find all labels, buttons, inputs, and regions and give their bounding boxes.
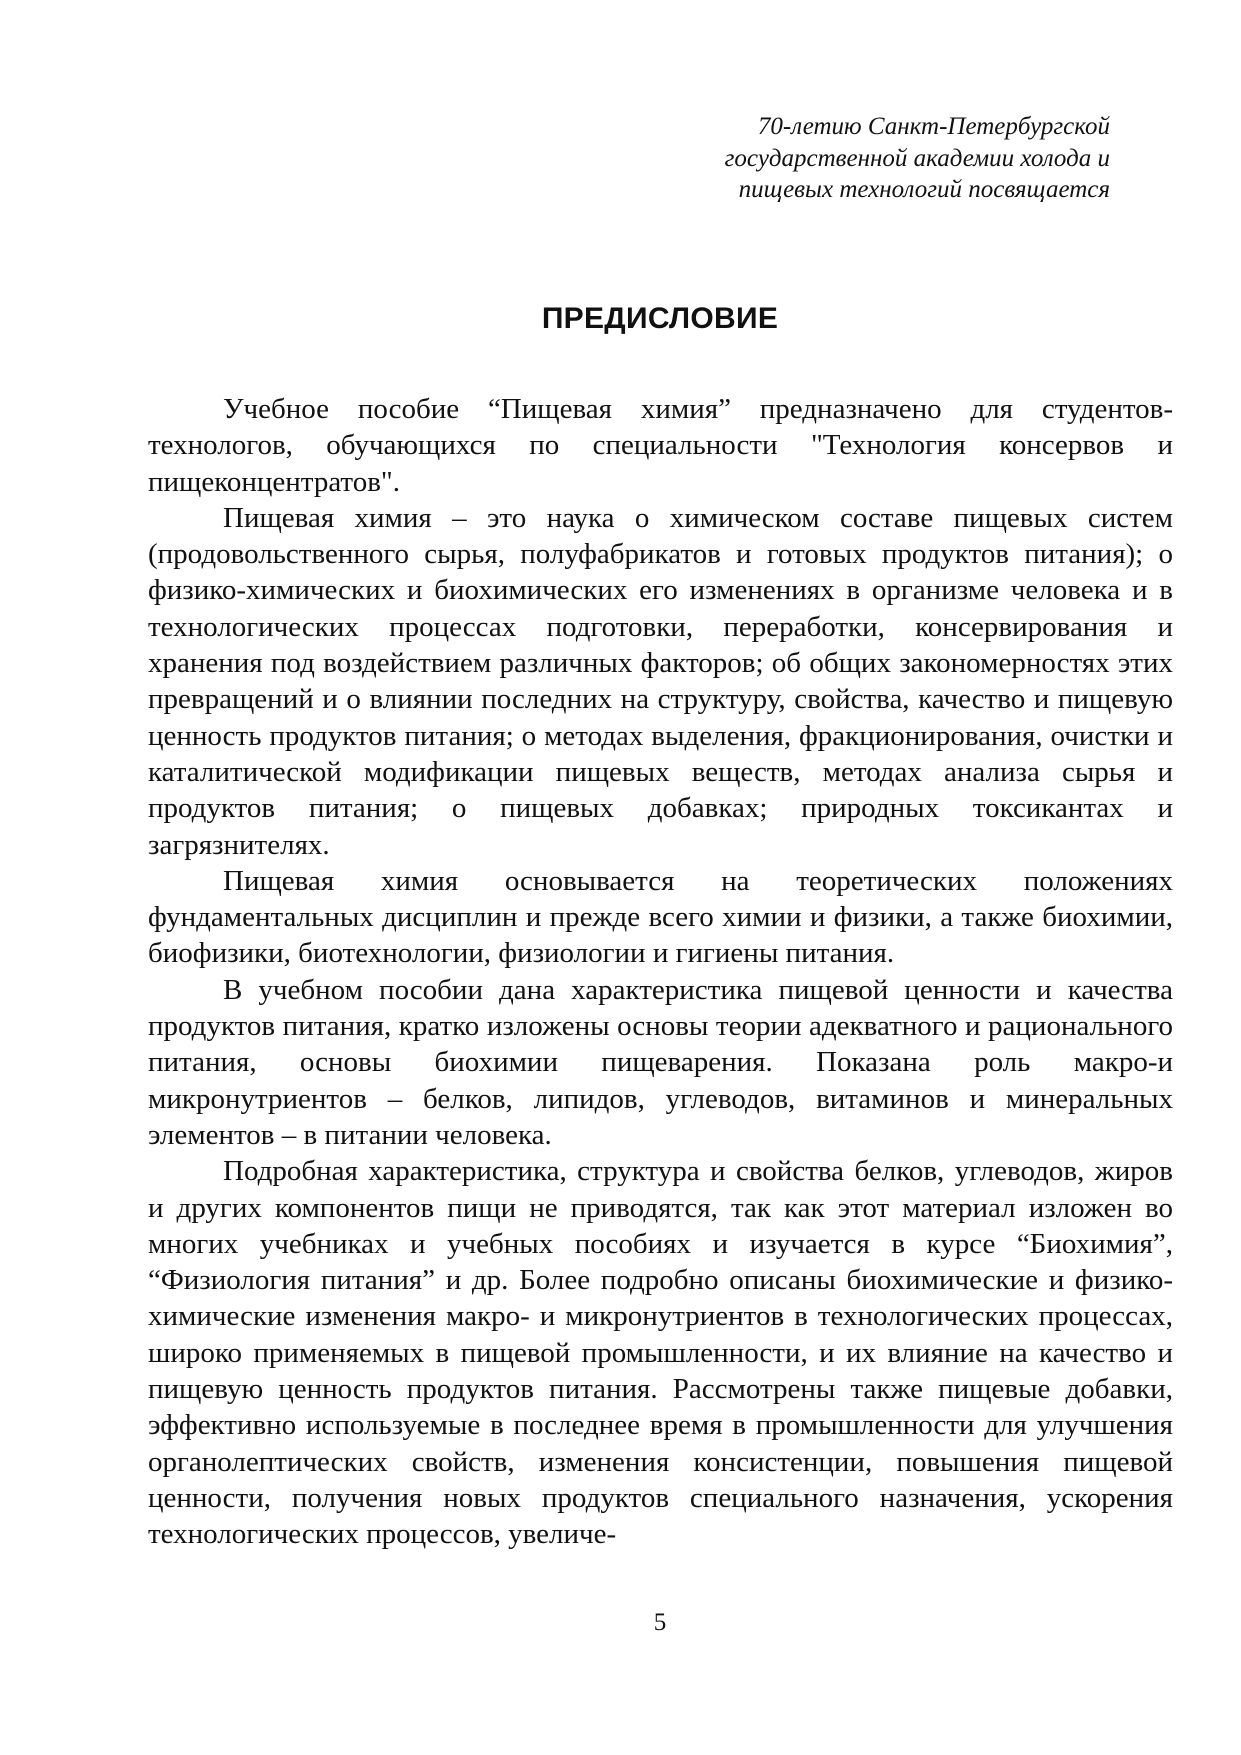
paragraph: Подробная характеристика, структура и свойства белков, углеводов, жиров и других компонентов пищи не приводятся, так как этот материал изложен во многих учебниках и учебных пособиях и изучается в курсе “Биохимия”, “Физиология питания” и др. Более подробно описаны биохимические и физико-химические изменения макро- и микронутриентов в технологических процессах, широко применяемых в пищевой промышленности, и их влияние на качество и пищевую ценность продуктов питания. Рассмотрены также пищевые добавки, эффективно используемые в последнее время в промышленности для улучшения органолептических свойств, изменения консистенции, повышения пищевой ценности, получения новых продуктов специального назначения, ускорения технологических процессов, увеличе- xyxy=(148,1155,1173,1551)
paragraph: Пищевая химия основывается на теоретических положениях фундаментальных дисциплин и прежде всего химии и физики, а также биохимии, биофизики, биотехнологии, физиологии и гигиены питания. xyxy=(148,864,1173,970)
dedication xyxy=(590,111,1110,206)
dedication-line: 70-летию Санкт-Петербургской xyxy=(757,113,1110,140)
paragraph: В учебном пособии дана характеристика пищевой ценности и качества продуктов питания, кратко изложены основы теории адекватного и рационального питания, основы биохимии пищеварения. Показана роль макро-и микронутриентов – белков, липидов, углеводов, витаминов и минеральных элементов – в питании человека. xyxy=(148,973,1173,1151)
page-number: 5 xyxy=(653,1609,667,1636)
paragraph: Пищевая химия – это наука о химическом составе пищевых систем (продовольственного сырья, полуфабрикатов и готовых продуктов питания); о физико-химических и биохимических его изменениях в организме человека и в технологических процессах подготовки, переработки, консервирования и хранения под воздействием различных факторов; об общих закономерностях этих превращений и о влиянии последних на структуру, свойства, качество и пищевую ценность продуктов питания; о методах выделения, фракционирования, очистки и каталитической модификации пищевых веществ, методах анализа сырья и продуктов питания; о пищевых добавках; природных токсикантах и загрязнителях. xyxy=(148,501,1173,861)
body-text xyxy=(148,391,1173,1553)
dedication-line: пищевых технологий посвящается xyxy=(738,176,1110,203)
dedication-line: государственной академии холода и xyxy=(724,144,1110,172)
paragraph: Учебное пособие “Пищевая химия” предназначено для студентов-технологов, обучающихся по специальности "Технология консервов и пищеконцентратов". xyxy=(148,393,1173,498)
page-title: ПРЕДИСЛОВИЕ xyxy=(541,302,779,335)
